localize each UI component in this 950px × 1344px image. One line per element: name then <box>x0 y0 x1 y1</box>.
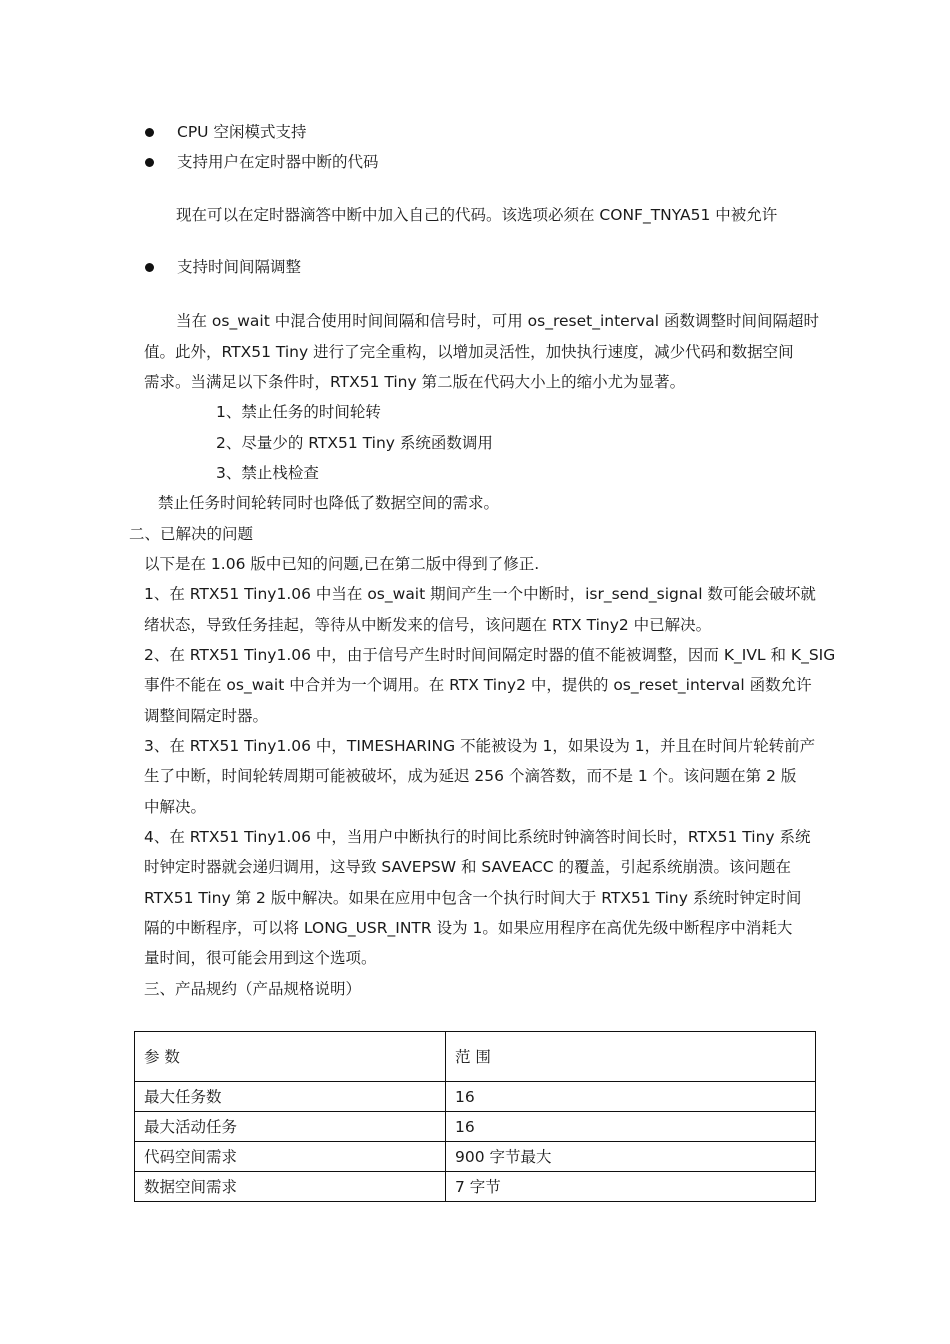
para-interval-line: 当在 os_wait 中混合使用时间间隔和信号时，可用 os_reset_interval 函数调整时间间隔超时 <box>176 312 819 330</box>
table-row <box>135 1112 816 1142</box>
section2-line: 绪状态，导致任务挂起，等待从中断发来的信号，该问题在 RTX Tiny2 中已解决。 <box>144 616 712 634</box>
section2-line: 调整间隔定时器。 <box>144 707 269 725</box>
para-conditions-note: 禁止任务时间轮转同时也降低了数据空间的需求。 <box>158 494 500 512</box>
table-header-row <box>135 1032 816 1082</box>
section2-line: 4、在 RTX51 Tiny1.06 中，当用户中断执行的时间比系统时钟滴答时间长时，RTX51 Tiny 系统 <box>144 828 811 846</box>
section2-line: 隔的中断程序，可以将 LONG_USR_INTR 设为 1。如果应用程序在高优先级中断程序中消耗大 <box>144 919 793 937</box>
bullet-cpu-idle: CPU 空闲模式支持 <box>177 123 307 141</box>
table-row <box>135 1082 816 1112</box>
section2-line: 1、在 RTX51 Tiny1.06 中当在 os_wait 期间产生一个中断时，isr_send_signal 数可能会破坏就 <box>144 585 816 603</box>
header-cell-param: 参 数 <box>135 1032 446 1082</box>
table-cell: 7 字节 <box>446 1172 816 1202</box>
condition-item: 1、禁止任务的时间轮转 <box>216 403 381 421</box>
section2-line: RTX51 Tiny 第 2 版中解决。如果在应用中包含一个执行时间大于 RTX51 Tiny 系统时钟定时间 <box>144 889 802 907</box>
condition-item: 3、禁止栈检查 <box>216 464 319 482</box>
bullet-timer-code: 支持用户在定时器中断的代码 <box>177 153 379 171</box>
bullet-dot <box>145 158 154 167</box>
section2-line: 3、在 RTX51 Tiny1.06 中，TIMESHARING 不能被设为 1，如果设为 1，并且在时间片轮转前产 <box>144 737 816 755</box>
table-cell: 最大任务数 <box>135 1082 446 1112</box>
table-cell: 数据空间需求 <box>135 1172 446 1202</box>
bullet-dot <box>145 263 154 272</box>
section-title: 三、产品规约（产品规格说明） <box>144 980 362 998</box>
table-cell: 最大活动任务 <box>135 1112 446 1142</box>
header-cell-range: 范 围 <box>446 1032 816 1082</box>
section2-line: 中解决。 <box>144 798 207 816</box>
bullet-interval: 支持时间间隔调整 <box>177 258 302 276</box>
section2-line: 生了中断，时间轮转周期可能被破坏，成为延迟 256 个滴答数，而不是 1 个。该问题在第 2 版 <box>144 767 797 785</box>
table-cell: 代码空间需求 <box>135 1142 446 1172</box>
section2-line: 时钟定时器就会递归调用，这导致 SAVEPSW 和 SAVEACC 的覆盖，引起系统崩溃。该问题在 <box>144 858 791 876</box>
table-row <box>135 1142 816 1172</box>
table-cell: 900 字节最大 <box>446 1142 816 1172</box>
spec-table <box>134 1031 816 1202</box>
table-cell: 16 <box>446 1112 816 1142</box>
table-row <box>135 1172 816 1202</box>
table-cell: 16 <box>446 1082 816 1112</box>
section2-line: 2、在 RTX51 Tiny1.06 中，由于信号产生时时间间隔定时器的值不能被调整，因而 K_IVL 和 K_SIG <box>144 646 836 664</box>
para-interval-line: 值。此外，RTX51 Tiny 进行了完全重构，以增加灵活性，加快执行速度，减少代码和数据空间 <box>144 343 794 361</box>
section-title: 二、已解决的问题 <box>129 525 254 543</box>
para-timer: 现在可以在定时器滴答中断中加入自己的代码。该选项必须在 CONF_TNYA51 中被允许 <box>176 206 778 224</box>
section2-line: 以下是在 1.06 版中已知的问题,已在第二版中得到了修正. <box>144 555 540 573</box>
condition-item: 2、尽量少的 RTX51 Tiny 系统函数调用 <box>216 434 493 452</box>
section2-line: 量时间，很可能会用到这个选项。 <box>144 949 377 967</box>
section2-line: 事件不能在 os_wait 中合并为一个调用。在 RTX Tiny2 中，提供的 os_reset_interval 函数允许 <box>144 676 812 694</box>
para-interval-line: 需求。当满足以下条件时，RTX51 Tiny 第二版在代码大小上的缩小尤为显著。 <box>144 373 686 391</box>
bullet-dot <box>145 128 154 137</box>
